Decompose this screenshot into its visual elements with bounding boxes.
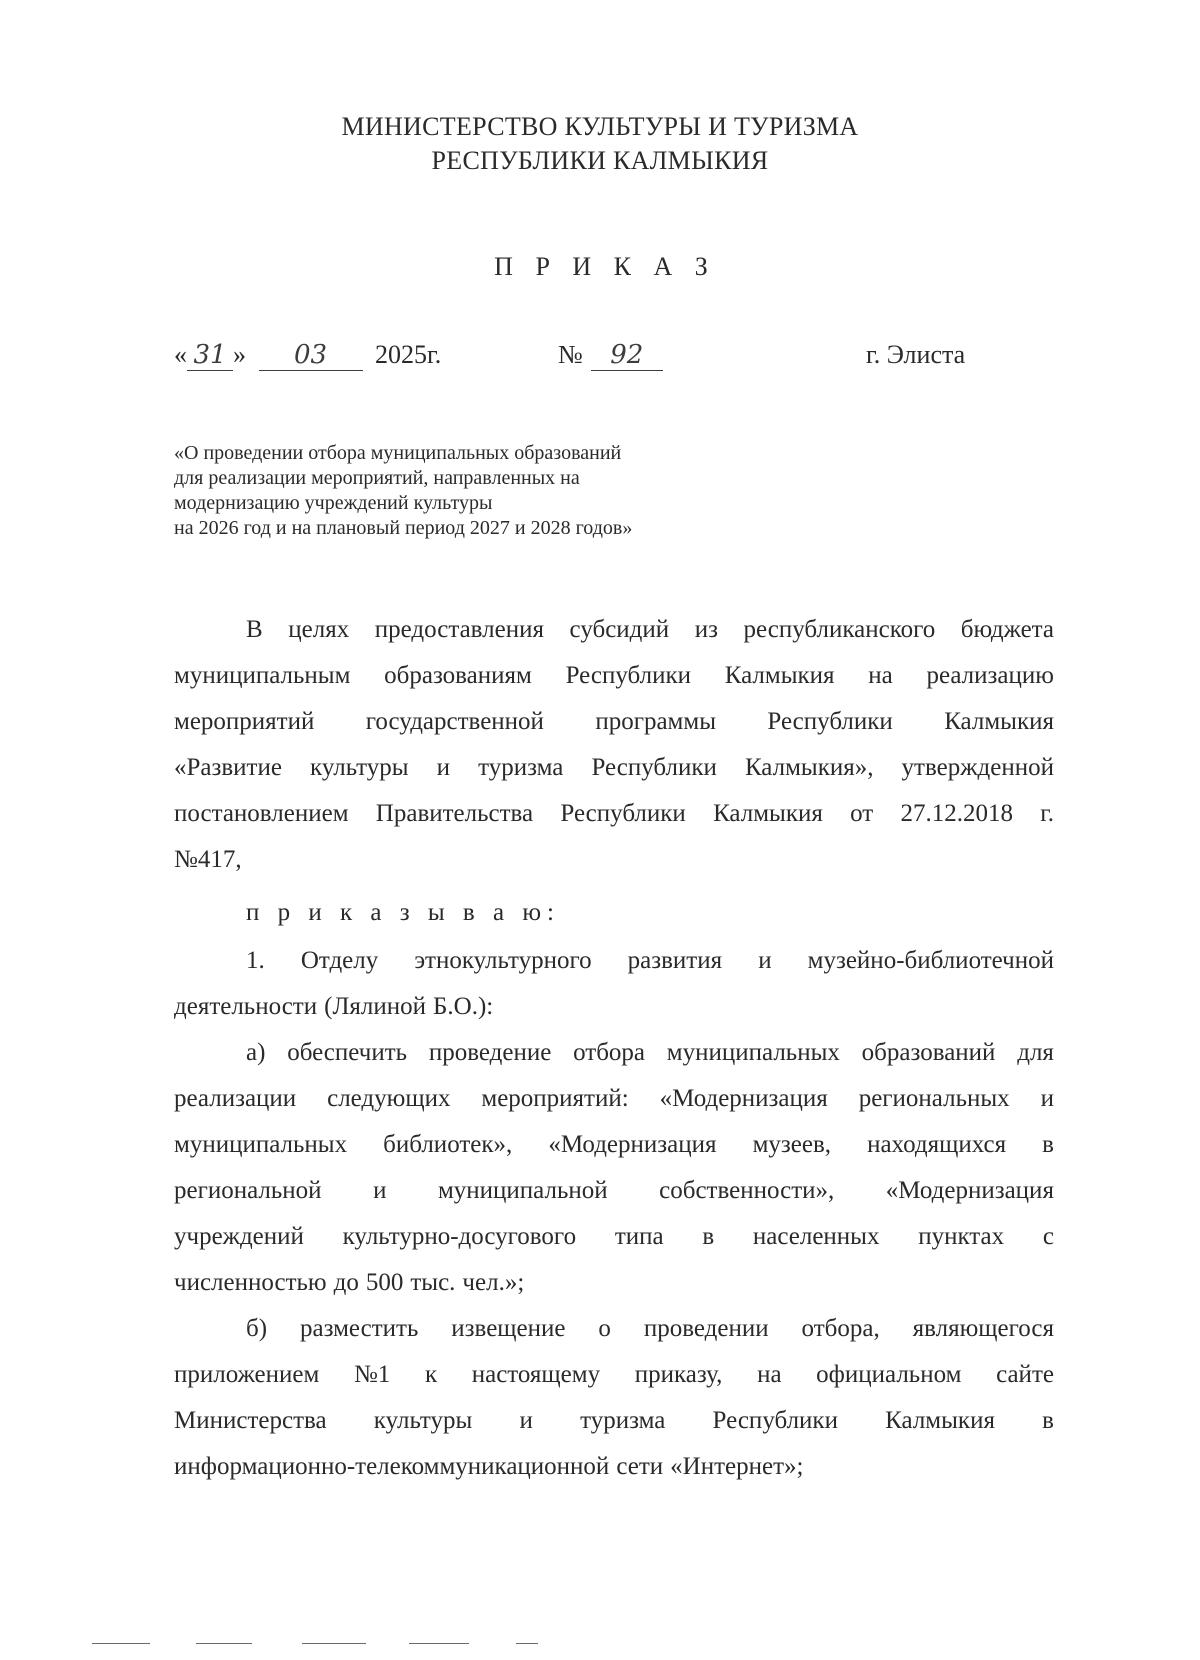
word: культурно-досугового xyxy=(342,1223,577,1250)
word: б) xyxy=(246,1315,268,1342)
paragraph-line xyxy=(174,1076,1054,1122)
word: типа xyxy=(614,1223,664,1250)
word: республиканского xyxy=(743,616,936,643)
word: этнокультурного xyxy=(414,947,592,974)
word: туризма xyxy=(580,1407,666,1434)
word: бюджета xyxy=(960,616,1054,643)
word: до xyxy=(333,1269,359,1296)
paragraph-item-1 xyxy=(174,938,1054,1030)
subject-line: модернизацию учреждений культуры xyxy=(174,492,493,514)
word: чел.»; xyxy=(462,1269,525,1296)
word: региональной xyxy=(174,1177,322,1204)
word: проведении xyxy=(643,1315,769,1342)
word: музейно-библиотечной xyxy=(807,947,1054,974)
order-subject xyxy=(174,441,632,541)
word: и xyxy=(436,754,451,781)
word: на xyxy=(868,662,893,689)
word: 27.12.2018 xyxy=(900,800,1013,827)
footer-scan-marks xyxy=(0,1643,1200,1647)
subject-line: «О проведении отбора муниципальных образований xyxy=(174,442,622,464)
word: муниципальных xyxy=(666,1039,840,1066)
word: В xyxy=(246,616,263,643)
paragraph-line xyxy=(174,1214,1054,1260)
word: о xyxy=(598,1315,611,1342)
word: образований xyxy=(861,1039,996,1066)
word: реализации xyxy=(174,1085,297,1112)
word: Калмыкия xyxy=(944,708,1054,735)
word: постановлением xyxy=(174,800,349,827)
word: Республики xyxy=(560,800,686,827)
paragraph-prikazyvayu xyxy=(174,890,1054,936)
word: библиотек», xyxy=(383,1131,513,1158)
word: «Развитие xyxy=(174,754,282,781)
footer-mark xyxy=(409,1643,469,1644)
word: мероприятий xyxy=(174,708,315,735)
word: из xyxy=(694,616,718,643)
order-date xyxy=(174,340,441,371)
paragraph-line xyxy=(174,984,1054,1030)
word: деятельности xyxy=(174,993,318,1020)
word: Республики xyxy=(565,662,691,689)
order-number xyxy=(558,340,663,371)
paragraph-intro xyxy=(174,607,1054,883)
footer-mark xyxy=(92,1643,150,1644)
word: для xyxy=(1017,1039,1054,1066)
word: численностью xyxy=(174,1269,327,1296)
word: и xyxy=(373,1177,387,1204)
footer-mark xyxy=(302,1643,366,1644)
paragraph-line xyxy=(174,1352,1054,1398)
word: образованиям xyxy=(384,662,532,689)
word: г. xyxy=(1040,800,1054,827)
word: сайте xyxy=(996,1361,1054,1388)
word: от xyxy=(850,800,874,827)
word: разместить xyxy=(299,1315,419,1342)
word: в xyxy=(702,1223,715,1250)
word: «Модернизация xyxy=(885,1177,1054,1204)
word: мероприятий: xyxy=(481,1085,629,1112)
paragraph-line xyxy=(174,1122,1054,1168)
word: «Модернизация xyxy=(548,1131,717,1158)
footer-mark xyxy=(196,1643,252,1644)
ministry-header xyxy=(0,110,1200,178)
paragraph-line xyxy=(174,1306,1054,1352)
word: Отделу xyxy=(300,947,379,974)
word: целях xyxy=(288,616,350,643)
prikazyvayu-text: п р и к а з ы в а ю: xyxy=(246,899,560,926)
word: муниципальных xyxy=(174,1131,348,1158)
ministry-line-1: МИНИСТЕРСТВО КУЛЬТУРЫ И ТУРИЗМА xyxy=(341,112,859,141)
footer-mark xyxy=(516,1643,538,1644)
word: обеспечить xyxy=(287,1039,408,1066)
word: Республики xyxy=(591,754,717,781)
word: отбора xyxy=(573,1039,646,1066)
word: официальном xyxy=(816,1361,962,1388)
word: настоящему xyxy=(471,1361,601,1388)
subject-line: на 2026 год и на плановый период 2027 и 2028 годов» xyxy=(174,517,633,539)
paragraph-line xyxy=(174,837,1054,883)
word: извещение xyxy=(451,1315,566,1342)
order-meta xyxy=(0,340,1200,380)
ministry-line-2: РЕСПУБЛИКИ КАЛМЫКИЯ xyxy=(431,146,769,175)
word: а) xyxy=(246,1039,266,1066)
number-label: № xyxy=(558,340,583,369)
word: и xyxy=(519,1407,533,1434)
word: следующих xyxy=(327,1085,451,1112)
paragraph-item-b xyxy=(174,1306,1054,1490)
word: в xyxy=(1042,1131,1054,1158)
word: Правительства xyxy=(375,800,534,827)
word: региональных xyxy=(858,1085,1010,1112)
paragraph-line xyxy=(174,653,1054,699)
word: с xyxy=(1042,1223,1054,1250)
paragraph-line xyxy=(174,607,1054,653)
word: Республики xyxy=(712,1407,838,1434)
word: отбора, xyxy=(801,1315,880,1342)
date-close-quote: » xyxy=(233,340,246,369)
word: сети xyxy=(616,1453,664,1480)
word: культуры xyxy=(310,754,409,781)
word: музеев, xyxy=(752,1131,832,1158)
word: и xyxy=(1040,1085,1054,1112)
word: в xyxy=(1042,1407,1054,1434)
date-day-handwritten: 31 xyxy=(187,340,233,371)
number-value-handwritten: 92 xyxy=(591,340,663,371)
date-year: 2025г. xyxy=(375,340,442,369)
word: субсидий xyxy=(569,616,670,643)
word: муниципальной xyxy=(437,1177,608,1204)
word: №417, xyxy=(174,846,242,873)
paragraph-line xyxy=(174,745,1054,791)
order-city: г. Элиста xyxy=(866,340,966,369)
paragraph-item-a xyxy=(174,1030,1054,1306)
word: развития xyxy=(627,947,723,974)
paragraph-line xyxy=(174,1030,1054,1076)
word: Калмыкия xyxy=(885,1407,995,1434)
word: и xyxy=(758,947,772,974)
word: программы xyxy=(595,708,716,735)
paragraph-line xyxy=(174,1168,1054,1214)
date-open-quote: « xyxy=(174,340,187,369)
word: Калмыкия», xyxy=(744,754,874,781)
date-month-handwritten: 03 xyxy=(259,340,363,371)
order-title: П Р И К А З xyxy=(494,252,716,281)
word: 500 xyxy=(365,1269,404,1296)
word: реализацию xyxy=(926,662,1054,689)
paragraph-line xyxy=(174,699,1054,745)
word: туризма xyxy=(478,754,564,781)
word: к xyxy=(424,1361,438,1388)
word: приложением xyxy=(174,1361,320,1388)
paragraph-line xyxy=(174,938,1054,984)
word: (Лялиной xyxy=(324,993,427,1020)
word: предоставления xyxy=(374,616,544,643)
word: находящихся xyxy=(867,1131,1007,1158)
word: Республики xyxy=(767,708,893,735)
paragraph-line xyxy=(174,1398,1054,1444)
paragraph-line xyxy=(174,1260,1054,1306)
paragraph-line xyxy=(174,791,1054,837)
word: 1. xyxy=(246,947,265,974)
word: тыс. xyxy=(410,1269,456,1296)
word: Калмыкия xyxy=(724,662,835,689)
word: Б.О.): xyxy=(433,993,494,1020)
word: проведение xyxy=(428,1039,552,1066)
word: учреждений xyxy=(174,1223,304,1250)
word: приказу, xyxy=(634,1361,723,1388)
word: «Интернет»; xyxy=(670,1453,804,1480)
word: населенных xyxy=(752,1223,880,1250)
word: на xyxy=(757,1361,782,1388)
word: культуры xyxy=(373,1407,473,1434)
word: утвержденной xyxy=(901,754,1054,781)
word: «Модернизация xyxy=(659,1085,828,1112)
word: Министерства xyxy=(174,1407,327,1434)
word: являющегося xyxy=(912,1315,1054,1342)
word: информационно-телекоммуникационной xyxy=(174,1453,610,1480)
paragraph-line xyxy=(174,1444,1054,1490)
word: Калмыкия xyxy=(713,800,823,827)
subject-line: для реализации мероприятий, направленных на xyxy=(174,467,580,489)
word: №1 xyxy=(353,1361,391,1388)
word: муниципальным xyxy=(174,662,351,689)
word: государственной xyxy=(365,708,544,735)
word: пунктах xyxy=(918,1223,1005,1250)
word: собственности», xyxy=(659,1177,835,1204)
